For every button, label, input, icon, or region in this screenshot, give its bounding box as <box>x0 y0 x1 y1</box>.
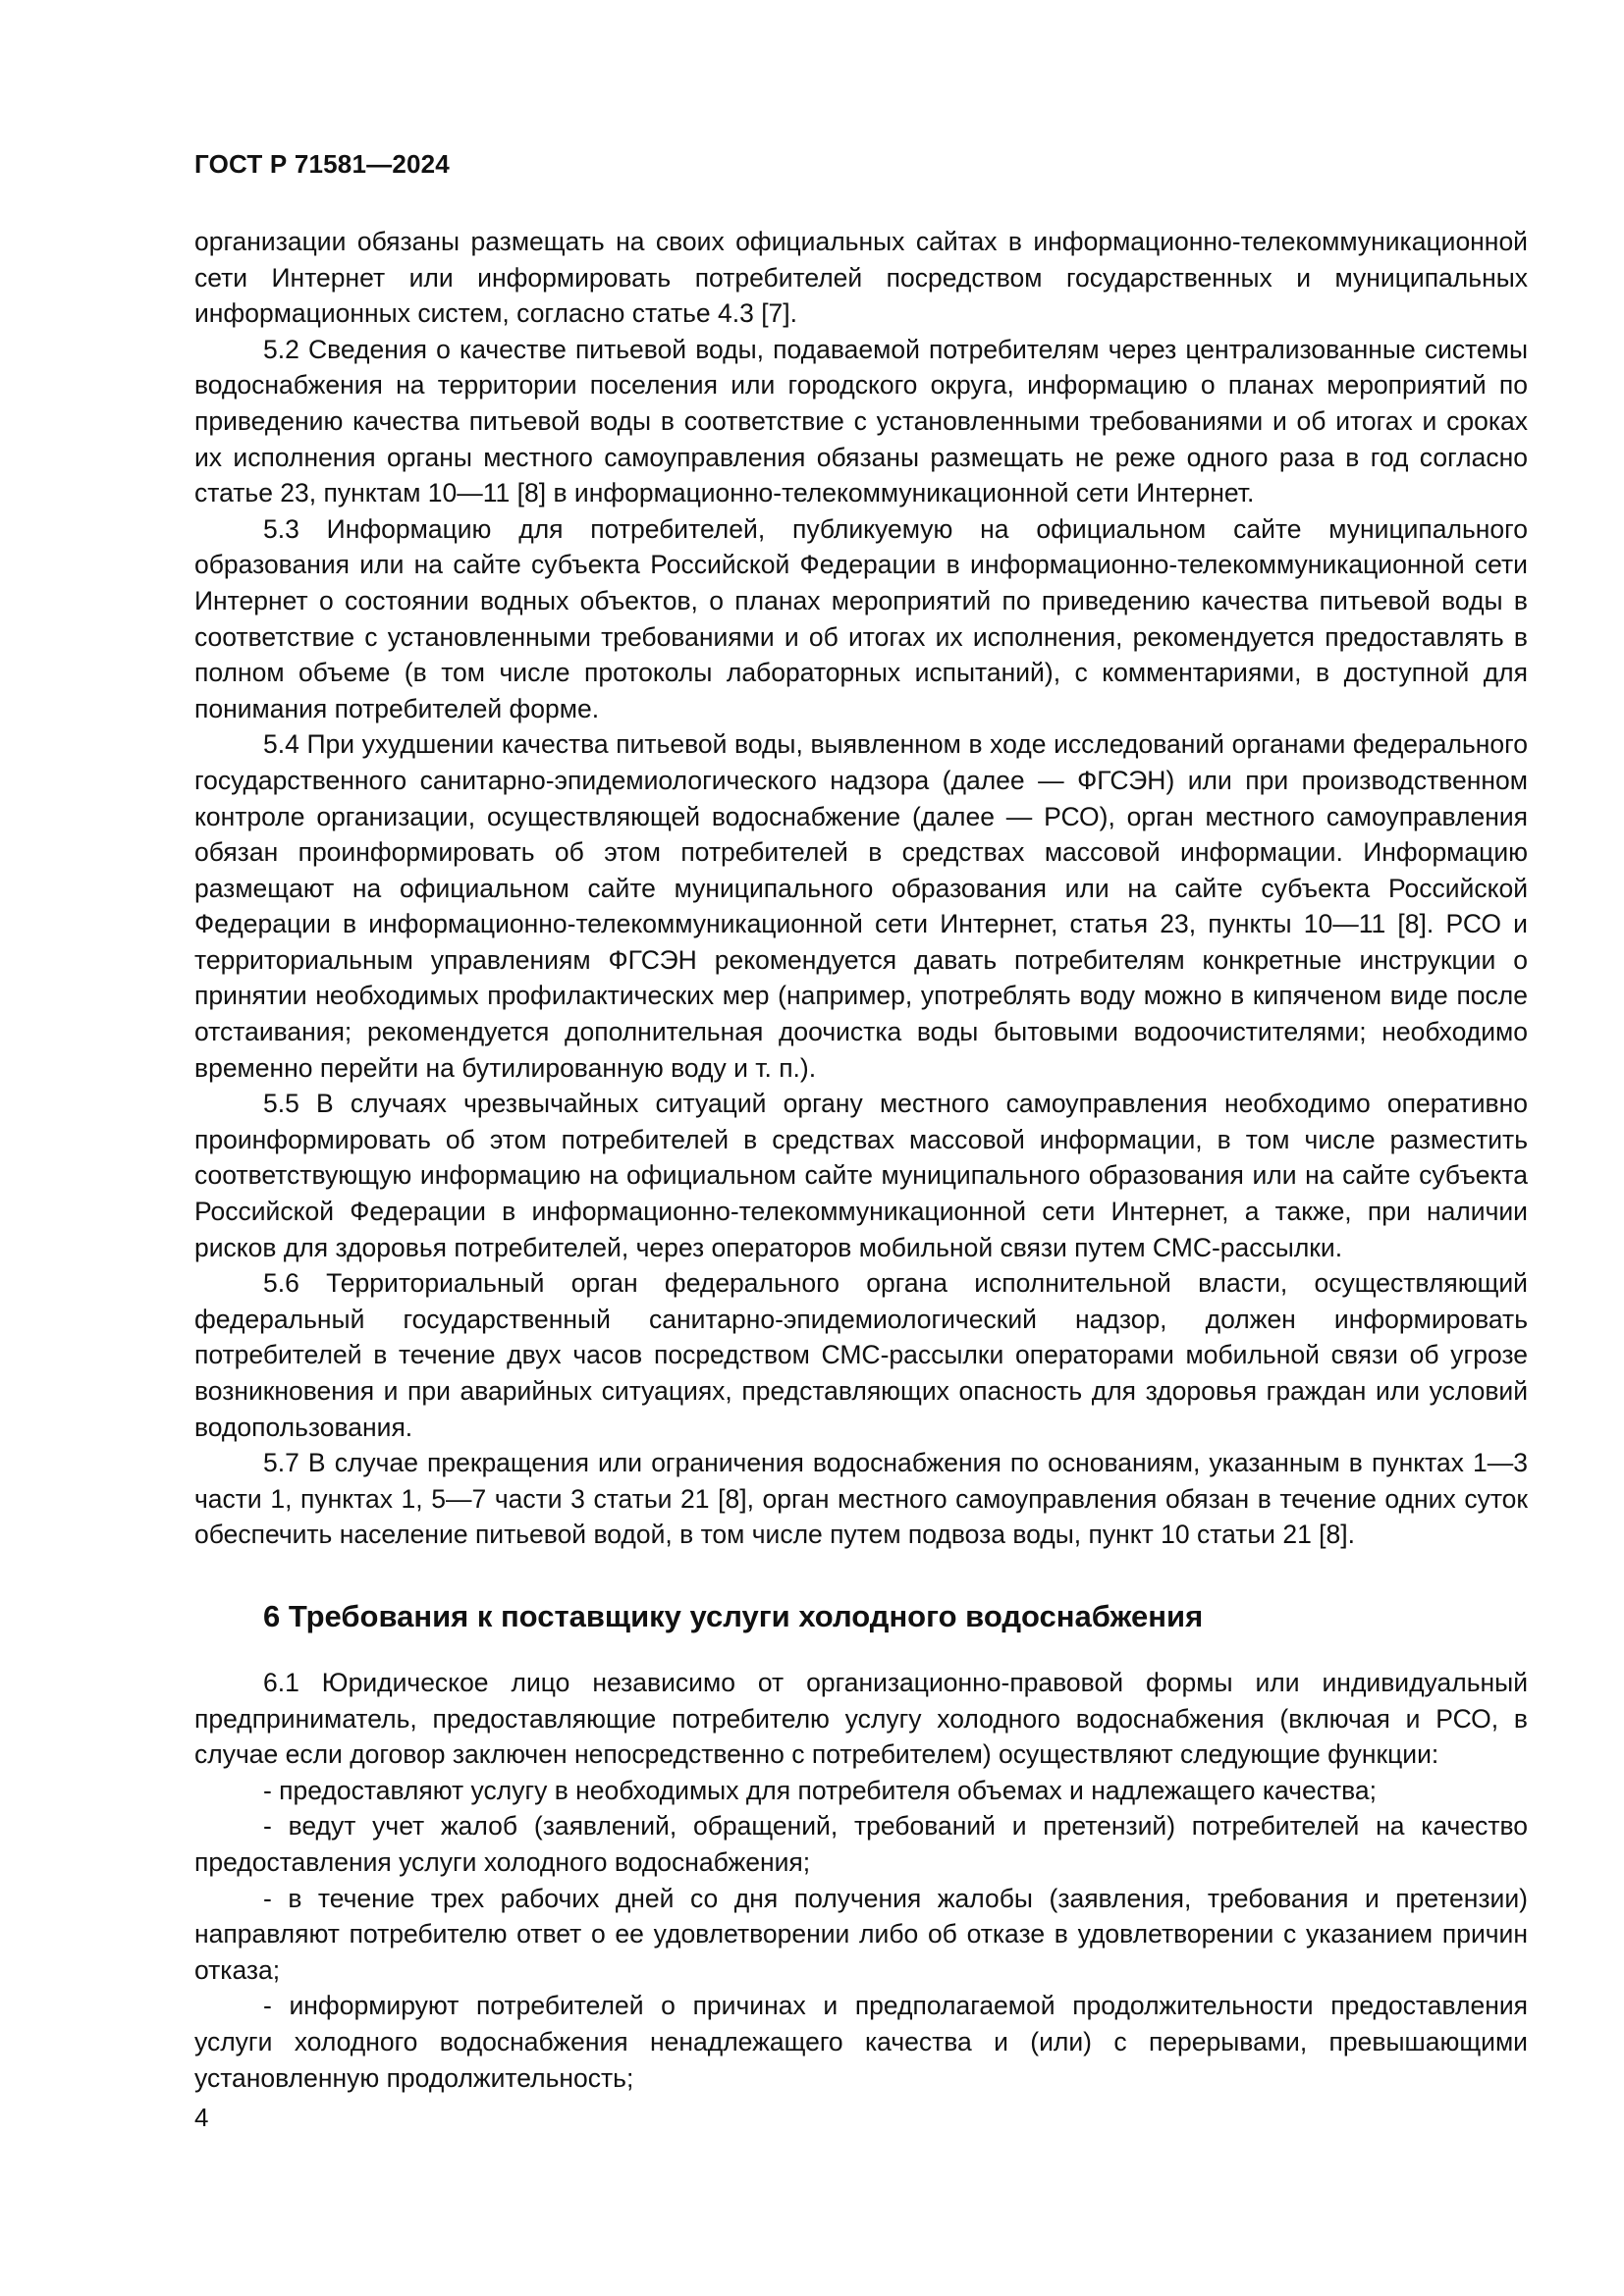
page-number: 4 <box>194 2103 209 2132</box>
paragraph-5-6: 5.6 Территориальный орган федерального органа исполнительной власти, осуществляющий федеральный государственный санитарно-эпидемиологический надзор, должен информировать потребителей в течение двух часов посредством СМС-рассылки операторами мобильной связи об угрозе возникновения и при аварийных ситуациях, представляющих опасность для здоровья граждан или условий водопользования. <box>194 1268 1528 1442</box>
paragraph-5-4: 5.4 При ухудшении качества питьевой воды, выявленном в ходе исследований органами федерального государственного санитарно-эпидемиологического надзора (далее — ФГСЭН) или при производственном контроле организации, осуществляющей водоснабжение (далее — РСО), орган местного самоуправления обязан проинформировать об этом потребителей в средствах массовой информации. Информацию размещают на официальном сайте муниципального образования или на сайте субъекта Российской Федерации в информационно-телекоммуникационной сети Интернет, статья 23, пункты 10—11 [8]. РСО и территориальным управлениям ФГСЭН рекомендуется давать потребителям конкретные инструкции о принятии необходимых профилактических мер (например, употреблять воду можно в кипяченом виде после отстаивания; рекомендуется дополнительная доочистка воды бытовыми водоочистителями; необходимо временно перейти на бутилированную воду и т. п.). <box>194 729 1528 1083</box>
list-item: - предоставляют услугу в необходимых для потребителя объемах и надлежащего качества; <box>263 1775 1377 1805</box>
paragraph-5-2: 5.2 Сведения о качестве питьевой воды, подаваемой потребителям через централизованные системы водоснабжения на территории поселения или городского округа, информацию о планах мероприятий по приведению качества питьевой воды в соответствие с установленными требованиями и об итогах и сроках их исполнения органы местного самоуправления обязаны размещать не реже одного раза в год согласно статье 23, пунктам 10—11 [8] в информационно-телекоммуникационной сети Интернет. <box>194 334 1528 508</box>
paragraph-continuation: организации обязаны размещать на своих официальных сайтах в информационно-телекоммуникационной сети Интернет или информировать потребителей посредством государственных и муниципальных информационных систем, согласно статье 4.3 [7]. <box>194 227 1528 329</box>
list-item: - информируют потребителей о причинах и предполагаемой продолжительности предоставления услуги холодного водоснабжения ненадлежащего качества и (или) с перерывами, превышающими установленную продолжительность; <box>194 1991 1528 2093</box>
section-6-title: 6 Требования к поставщику услуги холодного водоснабжения <box>263 1598 1204 1633</box>
document-body <box>194 224 1528 2096</box>
paragraph-6-1: 6.1 Юридическое лицо независимо от организационно-правовой формы или индивидуальный предприниматель, предоставляющие потребителю услугу холодного водоснабжения (включая и РСО, в случае если договор заключен непосредственно с потребителем) осуществляют следующие функции: <box>194 1667 1528 1770</box>
paragraph-5-5: 5.5 В случаях чрезвычайных ситуаций органу местного самоуправления необходимо оперативно проинформировать об этом потребителей в средствах массовой информации, в том числе разместить соответствующую информацию на официальном сайте муниципального образования или на сайте субъекта Российской Федерации в информационно-телекоммуникационной сети Интернет, а также, при наличии рисков для здоровья потребителей, через операторов мобильной связи путем СМС-рассылки. <box>194 1089 1528 1262</box>
paragraph-5-7: 5.7 В случае прекращения или ограничения водоснабжения по основаниям, указанным в пунктах 1—3 части 1, пунктах 1, 5—7 части 3 статьи 21 [8], орган местного самоуправления обязан в течение одних суток обеспечить население питьевой водой, в том числе путем подвоза воды, пункт 10 статьи 21 [8]. <box>194 1448 1528 1550</box>
paragraph-5-3: 5.3 Информацию для потребителей, публикуемую на официальном сайте муниципального образования или на сайте субъекта Российской Федерации в информационно-телекоммуникационной сети Интернет о состоянии водных объектов, о планах мероприятий по приведению качества питьевой воды в соответствие с установленными требованиями и об итогах их исполнения, рекомендуется предоставлять в полном объеме (в том числе протоколы лабораторных испытаний), с комментариями, в доступной для понимания потребителей форме. <box>194 513 1528 723</box>
list-item: - в течение трех рабочих дней со дня получения жалобы (заявления, требования и претензии) направляют потребителю ответ о ее удовлетворении либо об отказе в удовлетворении с указанием причин отказа; <box>194 1883 1528 1985</box>
list-item: - ведут учет жалоб (заявлений, обращений, требований и претензий) потребителей на качество предоставления услуги холодного водоснабжения; <box>194 1811 1528 1877</box>
document-header: ГОСТ Р 71581—2024 <box>194 149 450 179</box>
